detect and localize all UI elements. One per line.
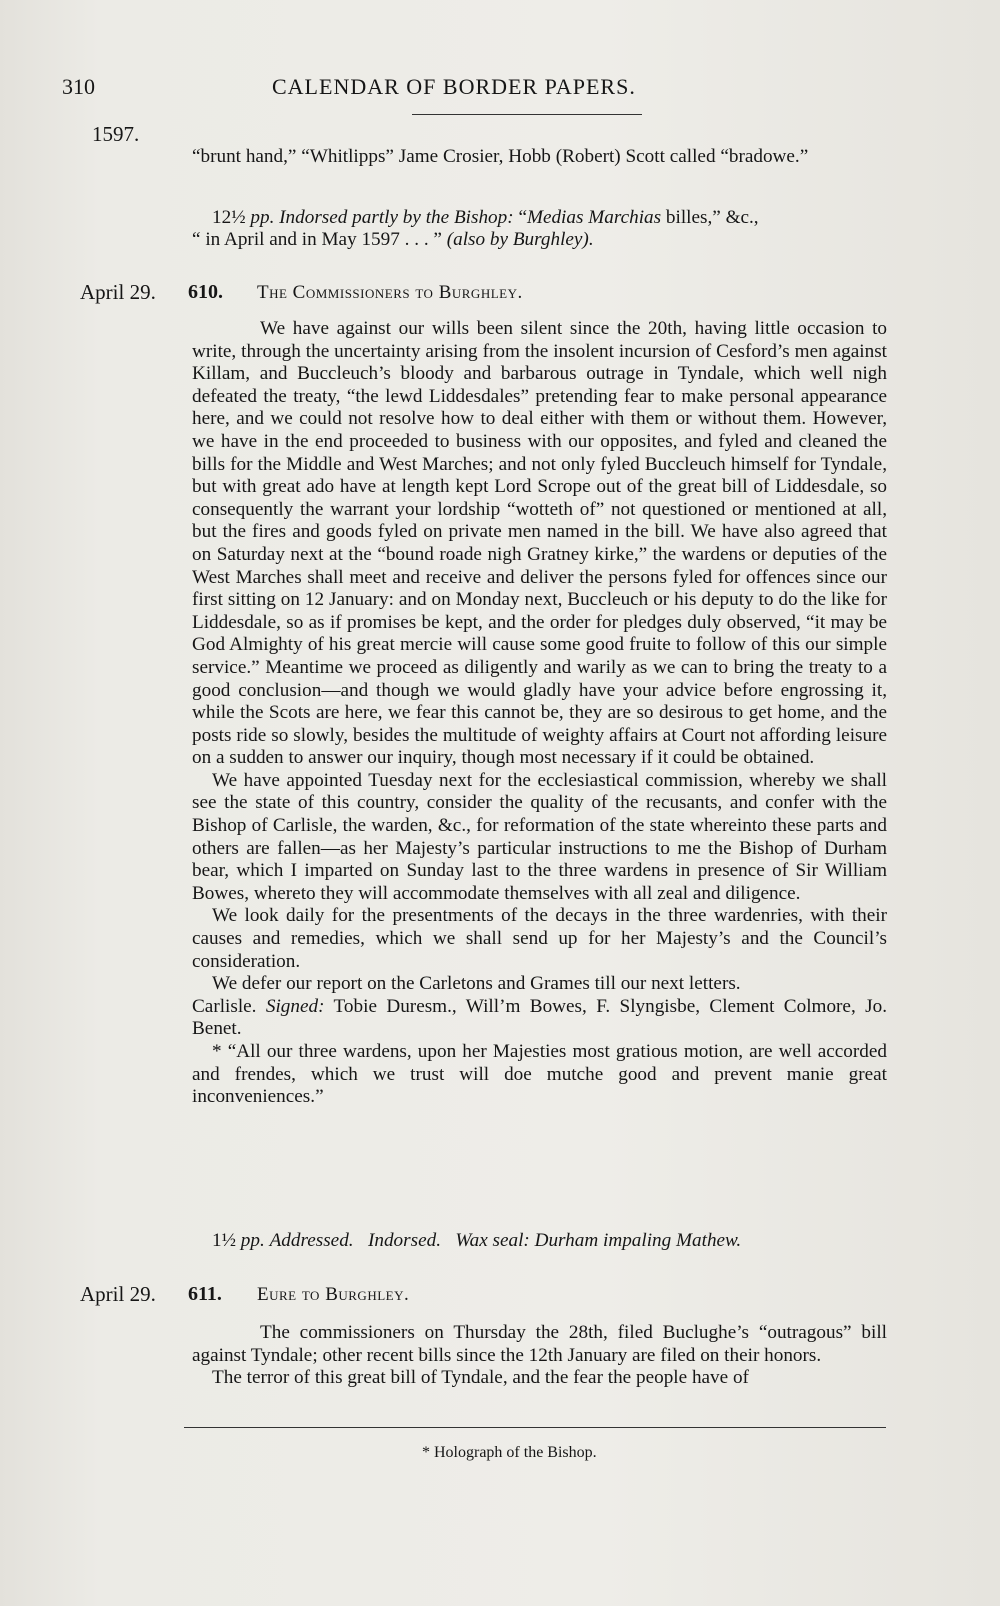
intro-meta-line2 [192,229,594,251]
entry-611-heading: Eure to Burghley. [257,1284,410,1305]
intro-quote-2: “ in April and in May 1597 . . . ” [192,229,442,250]
entry-611-number: 611. [188,1283,222,1305]
entry-610-body [192,318,887,1109]
entry-610-heading: The Commissioners to Burghley. [257,282,523,303]
intro-text: “brunt hand,” “Whitlipps” Jame Crosier, Hobb (Robert) Scott called “bradowe.” [192,146,809,167]
signed-label: Signed: [265,995,325,1017]
intro-continuation [192,146,887,169]
intro-indorsed: Indorsed partly by the Bishop: [279,207,514,228]
entry-610-signature [192,996,887,1041]
intro-pages: 12½ [212,207,246,228]
footnote: * Holograph of the Bishop. [422,1444,597,1461]
entry-610-number: 610. [188,281,223,303]
entry-610-date: April 29. [80,280,156,304]
intro-pp: pp. [250,207,275,228]
signed-names: Tobie Duresm., Will’m Bowes, F. Slyngisbe, Clement Colmore, Jo. Benet. [192,995,887,1040]
entry-610-para-3: We look daily for the presentments of the decays in the three wardenries, with their causes and remedies, which we shall send up for her Majesty’s and the Council’s consideration. [192,905,887,972]
intro-meta [212,207,759,229]
entry-610-pp: pp. [240,1230,265,1251]
entry-610-para-2: We have appointed Tuesday next for the ecclesiastical commission, whereby we shall see the state of this country, consider the quality of the recusants, and confer with the Bishop of Carlisle, the warden, &c., for reformation of the state whereinto these parts and others are fallen—as her Majesty’s particular instructions to me the Bishop of Durham bear, which I imparted on Sunday last to the three wardens in presence of Sir William Bowes, whereto they will accommodate themselves with all zeal and diligence. [192,769,887,904]
entry-610-postscript: * “All our three wardens, upon her Majesties most gratious motion, are well accorded and frendes, which we trust will doe mutche good and prevent manie great inconveniences.” [192,1041,887,1108]
footnote-rule [184,1427,886,1428]
page-number: 310 [62,74,95,99]
entry-611-para-1: The commissioners on Thursday the 28th, filed Buclughe’s “outragous” bill against Tyndale; other recent bills since the 12th January are filed on their honors. [192,1322,887,1366]
entry-611-date: April 29. [80,1282,156,1306]
entry-610-pages: 1½ [212,1230,236,1251]
intro-quote-1: “Medias Marchias billes,” &c., [518,207,759,228]
entry-611-body [192,1322,887,1390]
intro-also: (also by Burghley). [446,229,594,250]
signed-place: Carlisle. [192,995,257,1017]
entry-610-para-4: We defer our report on the Carletons and Grames till our next letters. [212,973,741,995]
header-rule [412,114,642,115]
entry-610-para-1: We have against our wills been silent since the 20th, having little occasion to write, through the uncertainty arising from the insolent incursion of Cesford’s men against Killam, and Buccleuch’s bloody and barbarous outrage in Tyndale, which well nigh defeated the treaty, “the lewd Liddesdales” pretending fear to make personal appearance here, and we could not resolve how to deal either with them or without them. However, we have in the end proceeded to business with our opposites, and fyled and cleaned the bills for the Middle and West Marches; and not only fyled Buccleuch himself for Tyndale, but with great ado have at length kept Lord Scrope out of the great bill of Liddesdale, so consequently the warrant your lordship “wotteth of” not questioned or mentioned at all, but the fires and goods fyled on private men named in the bill. We have also agreed that on Saturday next at the “bound roade nigh Gratney kirke,” the wardens or deputies of the West Marches shall meet and receive and deliver the persons fyled for offences since our first sitting on 12 January: and on Monday next, Buccleuch or his deputy to do the like for Liddesdale, so as if promises be kept, and the order for pledges duly observed, “it may be God Almighty of his great mercie will cause some good fruite to follow of this our simple service.” Meantime we proceed as diligently and warily as we can to bring the treaty to a good conclusion—and though we would gladly have your advice before engrossing it, while the Scots are here, we fear this cannot be, they are so desirous to get home, and the posts ride so slowly, besides the multitude of weighty affairs at Court not affording leisure on a sudden to answer our inquiry, though most necessary if it could be obtained. [192,318,887,769]
running-title: CALENDAR OF BORDER PAPERS. [272,74,636,99]
entry-610-meta [212,1230,741,1252]
entry-611-para-2: The terror of this great bill of Tyndale, and the fear the people have of [212,1367,749,1389]
year-marker: 1597. [92,122,140,146]
entry-610-meta-text: Addressed. Indorsed. Wax seal: Durham impaling Mathew. [269,1230,742,1251]
